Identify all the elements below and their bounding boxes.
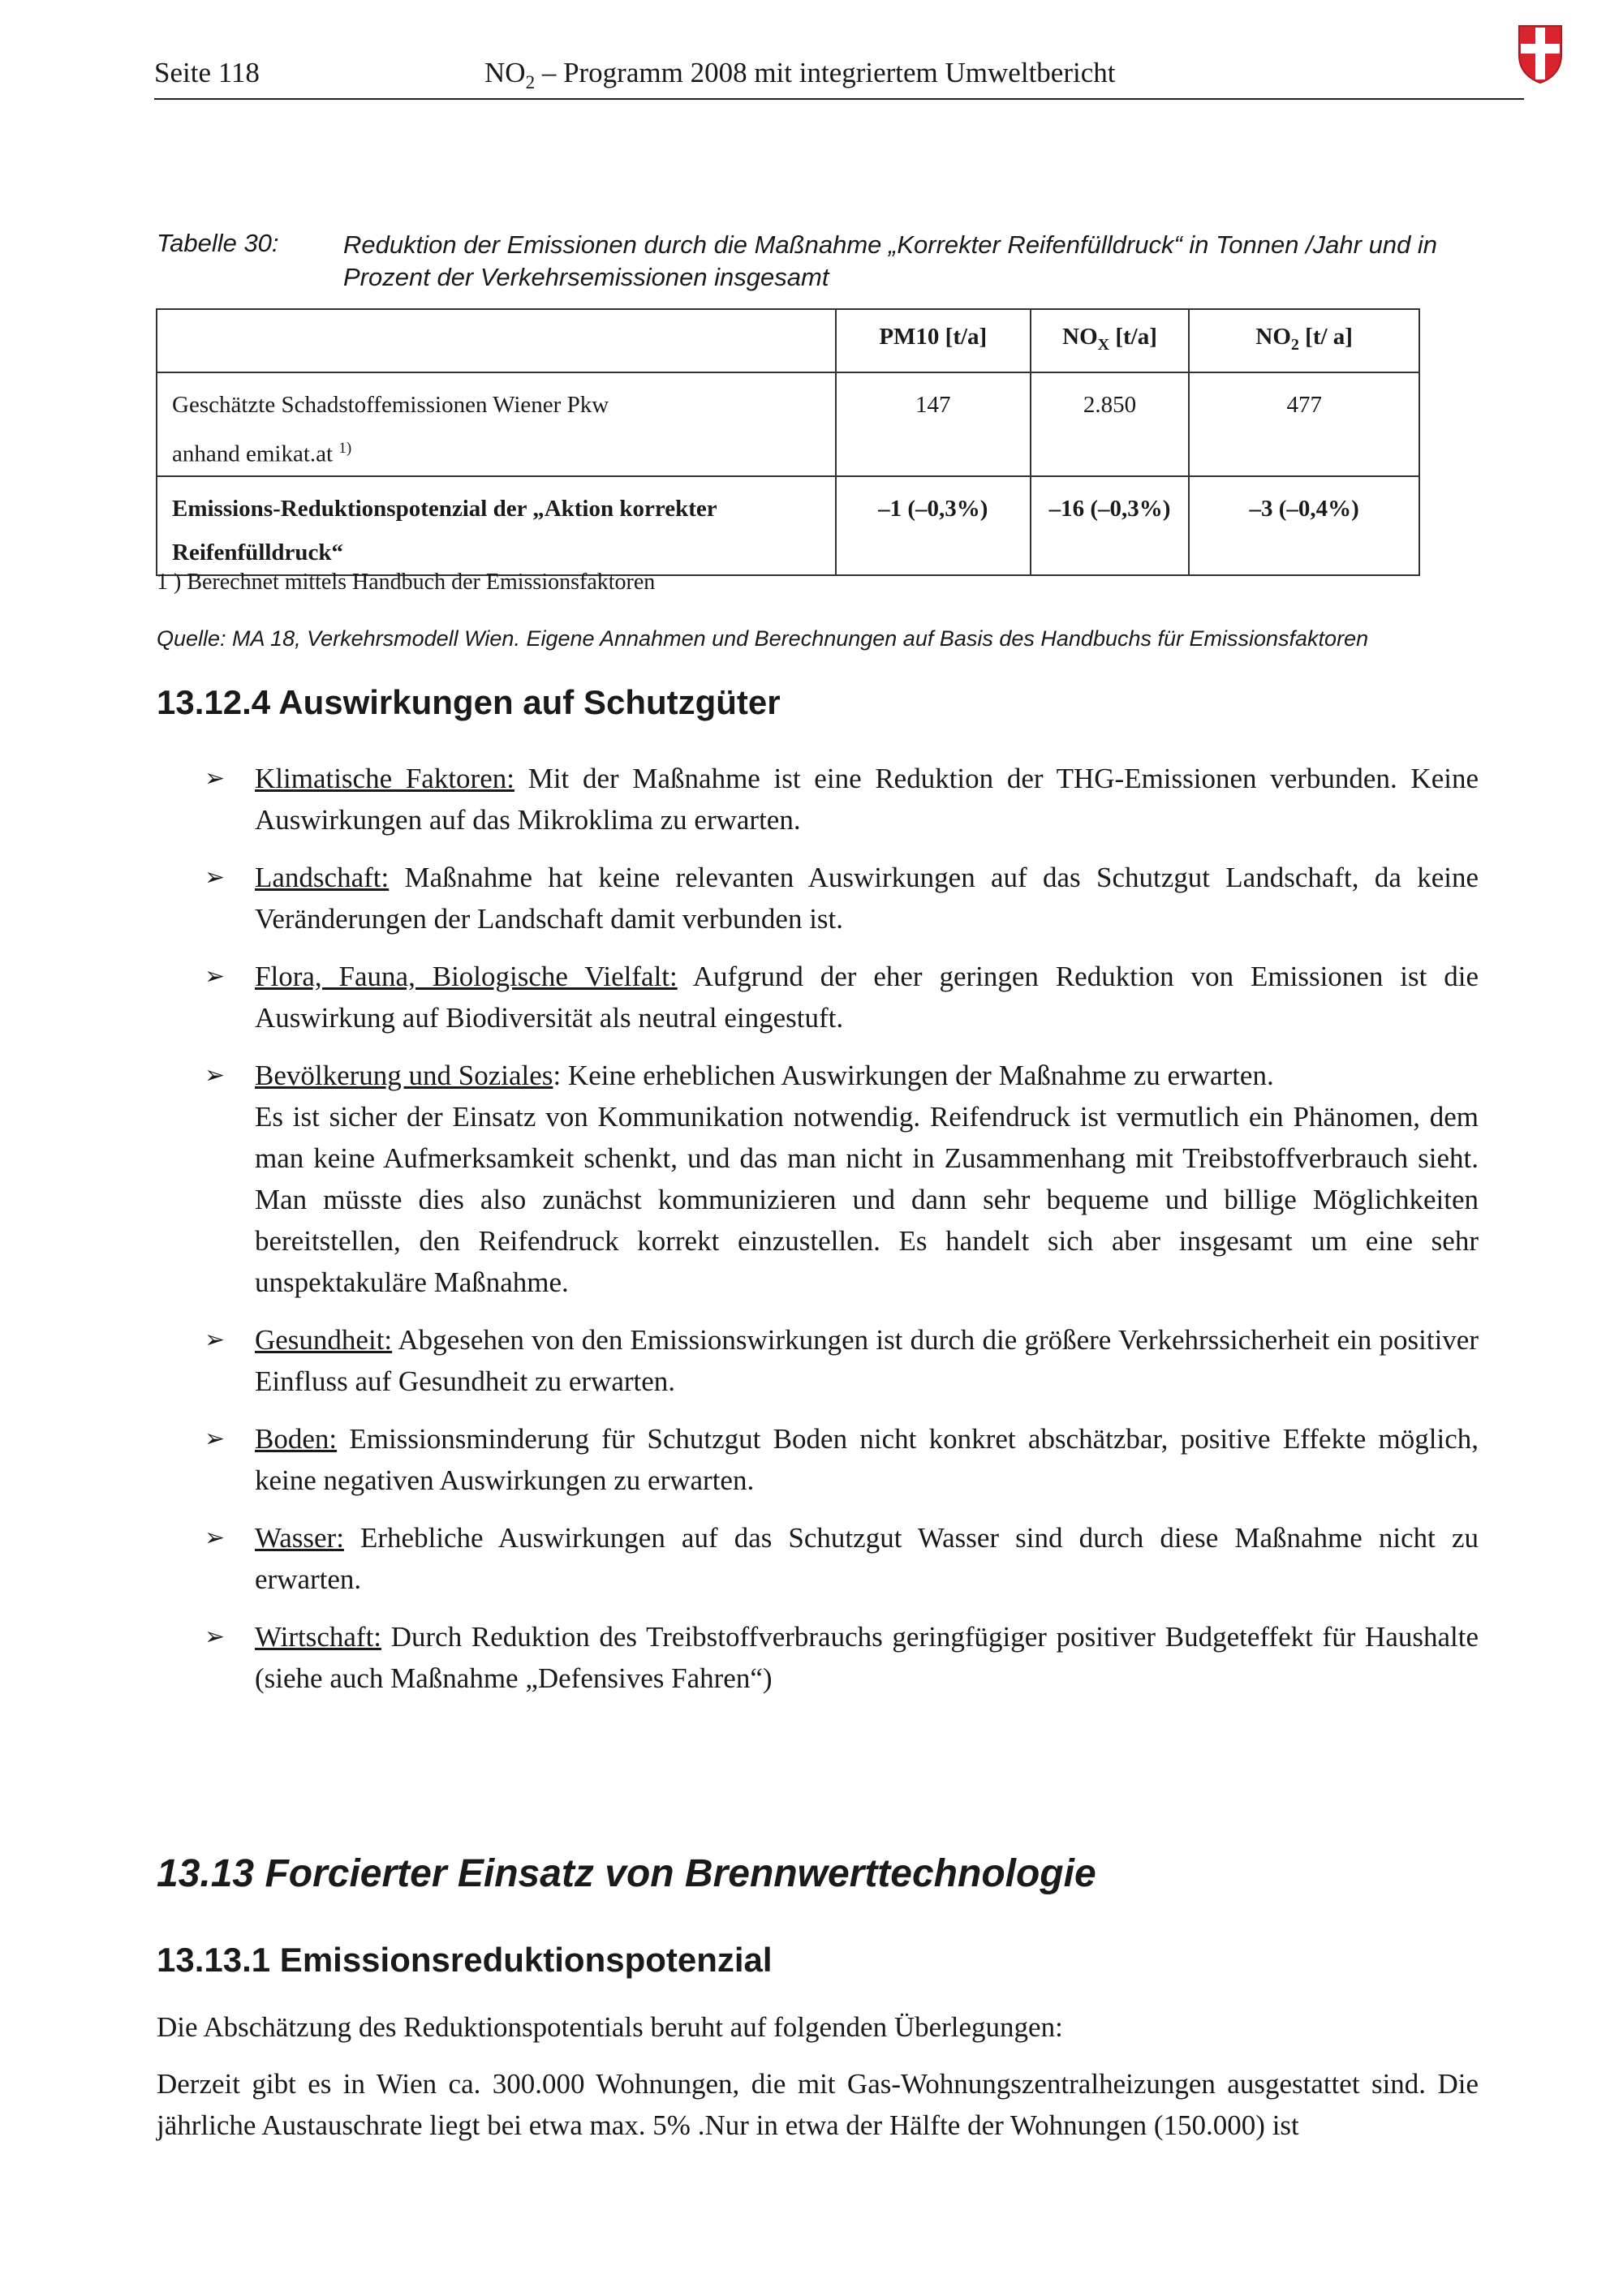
table-row xyxy=(157,476,1419,575)
list-item xyxy=(195,1055,1479,1303)
page-number: Seite 118 xyxy=(154,57,260,88)
title-no: NO xyxy=(484,57,526,88)
bullet-term: Wirtschaft: xyxy=(255,1621,382,1653)
arrow-bullet-icon: ➢ xyxy=(204,962,226,991)
bullet-term: Klimatische Faktoren: xyxy=(255,763,514,794)
col-header-pm10: PM10 [t/a] xyxy=(836,309,1031,372)
arrow-bullet-icon: ➢ xyxy=(204,1623,226,1651)
bullet-text: Durch Reduktion des Treibstoffverbrauchs geringfügiger positiver Budgeteffekt für Haushalte (siehe auch Maßnahme „Defensives Fahren“) xyxy=(255,1621,1479,1694)
table-header-empty xyxy=(157,309,836,372)
row-label-reduction-potential: Emissions-Reduktionspotenzial der „Aktion korrekter Reifenfülldruck“ xyxy=(157,476,836,575)
cell-no2-reduction: –3 (–0,4%) xyxy=(1189,476,1419,575)
list-item xyxy=(195,857,1479,939)
section-heading: 13.12.4 Auswirkungen auf Schutzgüter xyxy=(157,683,781,721)
arrow-bullet-icon: ➢ xyxy=(204,1524,226,1552)
table-caption-text: Reduktion der Emissionen durch die Maßnahme „Korrekter Reifenfülldruck“ in Tonnen /Jahr und in Prozent der Verkehrsemissionen insgesamt xyxy=(343,230,1438,291)
bullet-text: Emissionsminderung für Schutzgut Boden nicht konkret abschätzbar, positive Effekte möglich, keine negativen Auswirkungen zu erwarten. xyxy=(255,1423,1479,1496)
list-item xyxy=(195,1517,1479,1600)
bullet-text: Maßnahme hat keine relevanten Auswirkungen auf das Schutzgut Landschaft, da keine Veränderungen der Landschaft damit verbunden ist. xyxy=(255,862,1479,935)
row-label-estimated-emissions: Geschätzte Schadstoffemissionen Wiener Pkw anhand emikat.at $^{1)}$ xyxy=(157,372,836,477)
list-item xyxy=(195,1319,1479,1402)
table-footnote: 1 ) Berechnet mittels Handbuch der Emissionsfaktoren xyxy=(157,570,656,595)
bullet-text: Erhebliche Auswirkungen auf das Schutzgut Wasser sind durch diese Maßnahme nicht zu erwarten. xyxy=(255,1522,1479,1595)
bullet-term: Landschaft: xyxy=(255,862,390,893)
paragraph: Die Abschätzung des Reduktionspotentials beruht auf folgenden Überlegungen: xyxy=(157,2011,1063,2043)
list-item xyxy=(195,956,1479,1038)
title-sub: 2 xyxy=(525,72,536,92)
bullet-term: Boden: xyxy=(255,1423,338,1455)
table-row xyxy=(157,372,1419,477)
table-source: Quelle: MA 18, Verkehrsmodell Wien. Eigene Annahmen und Berechnungen auf Basis des Handbuchs für Emissionsfaktoren xyxy=(157,626,1369,651)
bullet-text: Mit der Maßnahme ist eine Reduktion der THG-Emissionen verbunden. Keine Auswirkungen auf das Mikroklima zu erwarten. xyxy=(255,763,1479,836)
cell-nox-value: 2.850 xyxy=(1031,372,1190,477)
cell-pm10-value: 147 xyxy=(836,372,1031,477)
bullet-term: Wasser: xyxy=(255,1522,344,1554)
col-header-no2: $NO_2$ [t/ a] xyxy=(1189,309,1419,372)
bullet-term: Bevölkerung und Soziales xyxy=(255,1060,553,1091)
bullet-text: Abgesehen von den Emissionswirkungen ist durch die größere Verkehrssicherheit ein positiver Einfluss auf Gesundheit zu erwarten. xyxy=(255,1324,1479,1397)
cell-pm10-reduction: –1 (–0,3%) xyxy=(836,476,1031,575)
arrow-bullet-icon: ➢ xyxy=(204,764,226,793)
document-title xyxy=(484,57,1115,93)
emissions-table xyxy=(156,308,1420,576)
list-item xyxy=(195,1616,1479,1699)
col-header-nox: $NO_X$ [t/a] xyxy=(1031,309,1190,372)
list-item xyxy=(195,758,1479,841)
bullet-text: : Keine erheblichen Auswirkungen der Maßnahme zu erwarten. xyxy=(553,1060,1274,1091)
arrow-bullet-icon: ➢ xyxy=(204,1425,226,1453)
header-divider xyxy=(154,98,1524,100)
table-header-row xyxy=(157,309,1419,372)
arrow-bullet-icon: ➢ xyxy=(204,1326,226,1354)
table-caption-label: Tabelle 30: xyxy=(157,229,279,257)
title-rest: – Programm 2008 mit integriertem Umweltbericht xyxy=(535,57,1116,88)
list-item xyxy=(195,1418,1479,1501)
chapter-heading: 13.13 Forcierter Einsatz von Brennwerttechnologie xyxy=(157,1852,1096,1895)
bullet-text: Aufgrund der eher geringen Reduktion von Emissionen ist die Auswirkung auf Biodiversität als neutral eingestuft. xyxy=(255,961,1479,1034)
impact-list xyxy=(195,758,1479,1715)
subsection-heading: 13.13.1 Emissionsreduktionspotenzial xyxy=(157,1941,773,1979)
vienna-coat-of-arms-icon xyxy=(1518,24,1563,84)
arrow-bullet-icon: ➢ xyxy=(204,1061,226,1090)
cell-nox-reduction: –16 (–0,3%) xyxy=(1031,476,1190,575)
bullet-term: Gesundheit: xyxy=(255,1324,393,1356)
paragraph: Derzeit gibt es in Wien ca. 300.000 Wohnungen, die mit Gas-Wohnungszentralheizungen ausgestattet sind. Die jährliche Austauschrate liegt bei etwa max. 5% .Nur in etwa der Hälfte der Wohnungen (150.000) ist xyxy=(157,2068,1479,2141)
cell-no2-value: 477 xyxy=(1189,372,1419,477)
arrow-bullet-icon: ➢ xyxy=(204,863,226,892)
bullet-extra-text: Es ist sicher der Einsatz von Kommunikation notwendig. Reifendruck ist vermutlich ein Phänomen, dem man keine Aufmerksamkeit schenkt, und das man nicht in Zusammenhang mit Treibstoffverbrauch sieht. Man müsste dies also zunächst kommunizieren und dann sehr bequeme und billige Möglichkeiten bereitstellen, den Reifendruck korrekt einzustellen. Es handelt sich aber insgesamt um eine sehr unspektakuläre Maßnahme. xyxy=(255,1101,1479,1298)
bullet-term: Flora, Fauna, Biologische Vielfalt: xyxy=(255,961,678,992)
